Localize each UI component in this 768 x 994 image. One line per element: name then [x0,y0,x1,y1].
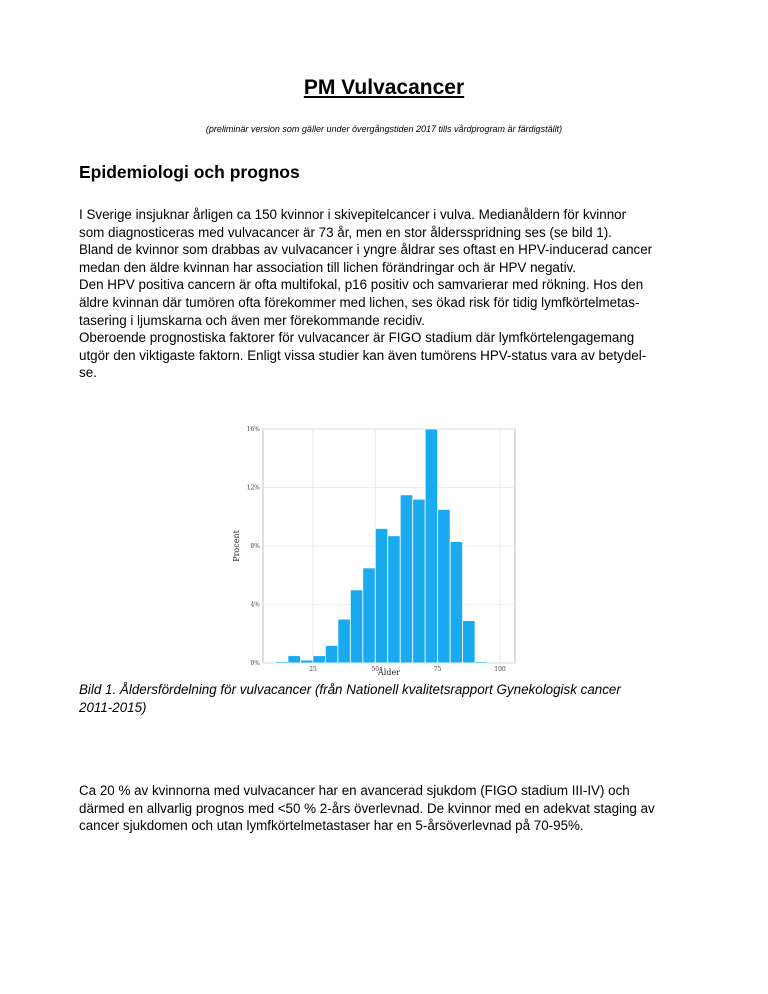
histogram-bar [413,499,425,663]
histogram-bar [475,662,487,663]
paragraph-line: Oberoende prognostiska faktorer för vulvacancer är FIGO stadium där lymfkörtelengagemang [79,330,635,346]
histogram-bar [388,536,400,663]
paragraph-line: som diagnosticeras med vulvacancer är 73 år, men en stor åldersspridning ses (se bild 1). [79,224,612,240]
histogram-bar [275,662,287,663]
caption-line: 2011-2015) [79,700,147,715]
histogram-bar [350,590,362,663]
histogram-bar [288,656,300,663]
y-axis-label: Procent [232,530,241,562]
histogram-bar [463,621,475,663]
paragraph-line: se. [79,365,97,381]
x-tick-label: 25 [309,666,317,673]
age-distribution-histogram [226,424,518,678]
y-tick-label: 16% [246,426,260,433]
histogram-bar [338,619,350,663]
document-title: PM Vulvacancer [303,76,465,99]
histogram-bar [375,528,387,663]
figure-caption [79,681,719,717]
paragraph-line: utgör den viktigaste faktorn. Enligt vissa studier kan även tumörens HPV-status vara av betydel- [79,347,647,363]
paragraph-line: I Sverige insjuknar årligen ca 150 kvinnor i skivepitelcancer i vulva. Medianåldern för kvinnor [79,207,627,222]
paragraph-line: tasering i ljumskarna och även mer förekommande recidiv. [79,312,425,328]
y-tick-label: 8% [250,543,260,550]
paragraph-line: cancer sjukdomen och utan lymfkörtelmetastaser har en 5-årsöverlevnad på 70-95%. [79,818,584,834]
x-axis-label: Ålder [377,668,401,677]
x-tick-label: 100 [494,666,506,673]
histogram-bar [300,660,312,663]
paragraph-epidemiology [79,206,699,382]
paragraph-line: Den HPV positiva cancern är ofta multifokal, p16 positiv och samvarierar med rökning. Hos den [79,277,644,293]
paragraph-prognosis [79,782,699,835]
paragraph-line: därmed en allvarlig prognos med <50 % 2-års överlevnad. De kvinnor med en adekvat staging av [79,800,655,816]
x-tick-label: 50 [371,666,380,673]
paragraph-line: Ca 20 % av kvinnorna med vulvacancer har en avancerad sjukdom (FIGO stadium III-IV) och [79,783,630,798]
histogram-bar [450,542,462,663]
histogram-bar [325,645,337,663]
caption-line: Bild 1. Åldersfördelning för vulvacancer (från Nationell kvalitetsrapport Gynekologisk cancer [79,682,621,697]
histogram-bar [400,495,412,663]
y-tick-label: 4% [250,601,260,609]
section-heading: Epidemiologi och prognos [79,162,300,182]
y-tick-label: 12% [246,484,260,492]
histogram-bar [425,429,437,663]
document-subtitle: (preliminär version som gäller under övergångstiden 2017 tills vårdprogram är färdigställt) [205,124,563,134]
y-tick-label: 0% [250,660,260,667]
paragraph-line: Bland de kvinnor som drabbas av vulvacancer i yngre åldrar ses oftast en HPV-inducerad cancer [79,242,653,258]
paragraph-line: äldre kvinnan där tumören ofta förekommer med lichen, ses ökad risk för tidig lymfkörtelmetas- [79,294,640,310]
histogram-bar [438,509,450,663]
histogram-bar [313,656,325,663]
x-tick-label: 75 [433,666,442,673]
histogram-bar [363,568,375,663]
paragraph-line: medan den äldre kvinnan har association till lichen förändringar och är HPV negativ. [79,259,576,275]
